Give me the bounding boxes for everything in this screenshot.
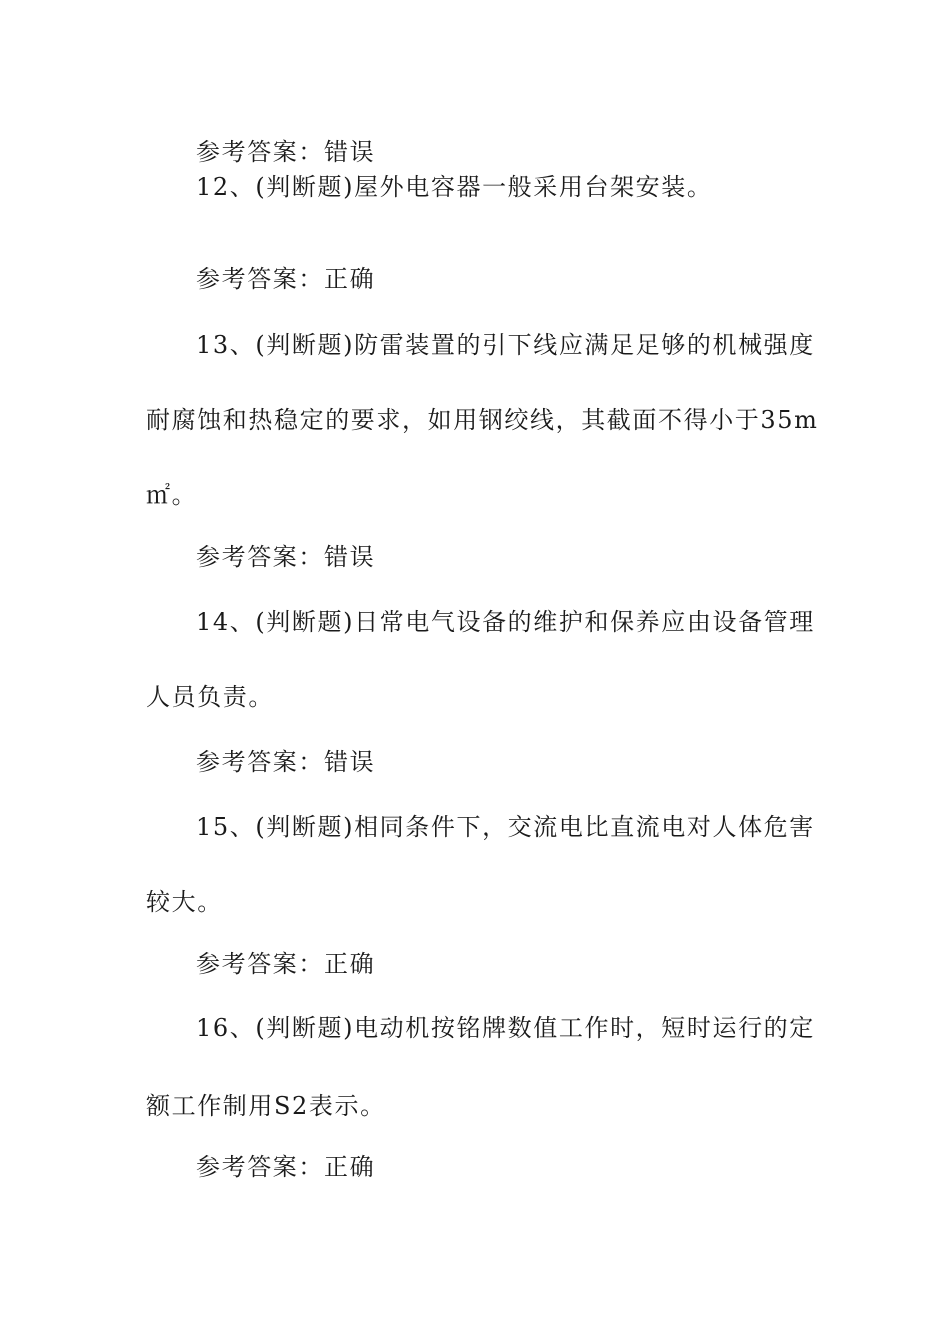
question-line-continued: 额工作制用S2表示。 — [146, 1092, 386, 1120]
question-line-continued: 耐腐蚀和热稳定的要求，如用钢绞线，其截面不得小于35m — [146, 406, 819, 434]
question-line-continued: 人员负责。 — [146, 683, 274, 711]
answer-line: 参考答案：正确 — [196, 265, 376, 293]
answer-line: 参考答案：正确 — [196, 1153, 376, 1181]
question-line-continued: ㎡。 — [146, 481, 198, 509]
answer-line: 参考答案：错误 — [196, 138, 376, 166]
question-line: 14、(判断题)日常电气设备的维护和保养应由设备管理 — [196, 608, 815, 636]
question-line: 15、(判断题)相同条件下，交流电比直流电对人体危害 — [196, 813, 815, 841]
question-line: 16、(判断题)电动机按铭牌数值工作时，短时运行的定 — [196, 1014, 815, 1042]
answer-line: 参考答案：错误 — [196, 748, 376, 776]
question-line: 13、(判断题)防雷装置的引下线应满足足够的机械强度 — [196, 331, 815, 359]
question-line-continued: 较大。 — [146, 888, 223, 916]
question-line: 12、(判断题)屋外电容器一般采用台架安装。 — [196, 173, 713, 201]
answer-line: 参考答案：正确 — [196, 950, 376, 978]
answer-line: 参考答案：错误 — [196, 543, 376, 571]
